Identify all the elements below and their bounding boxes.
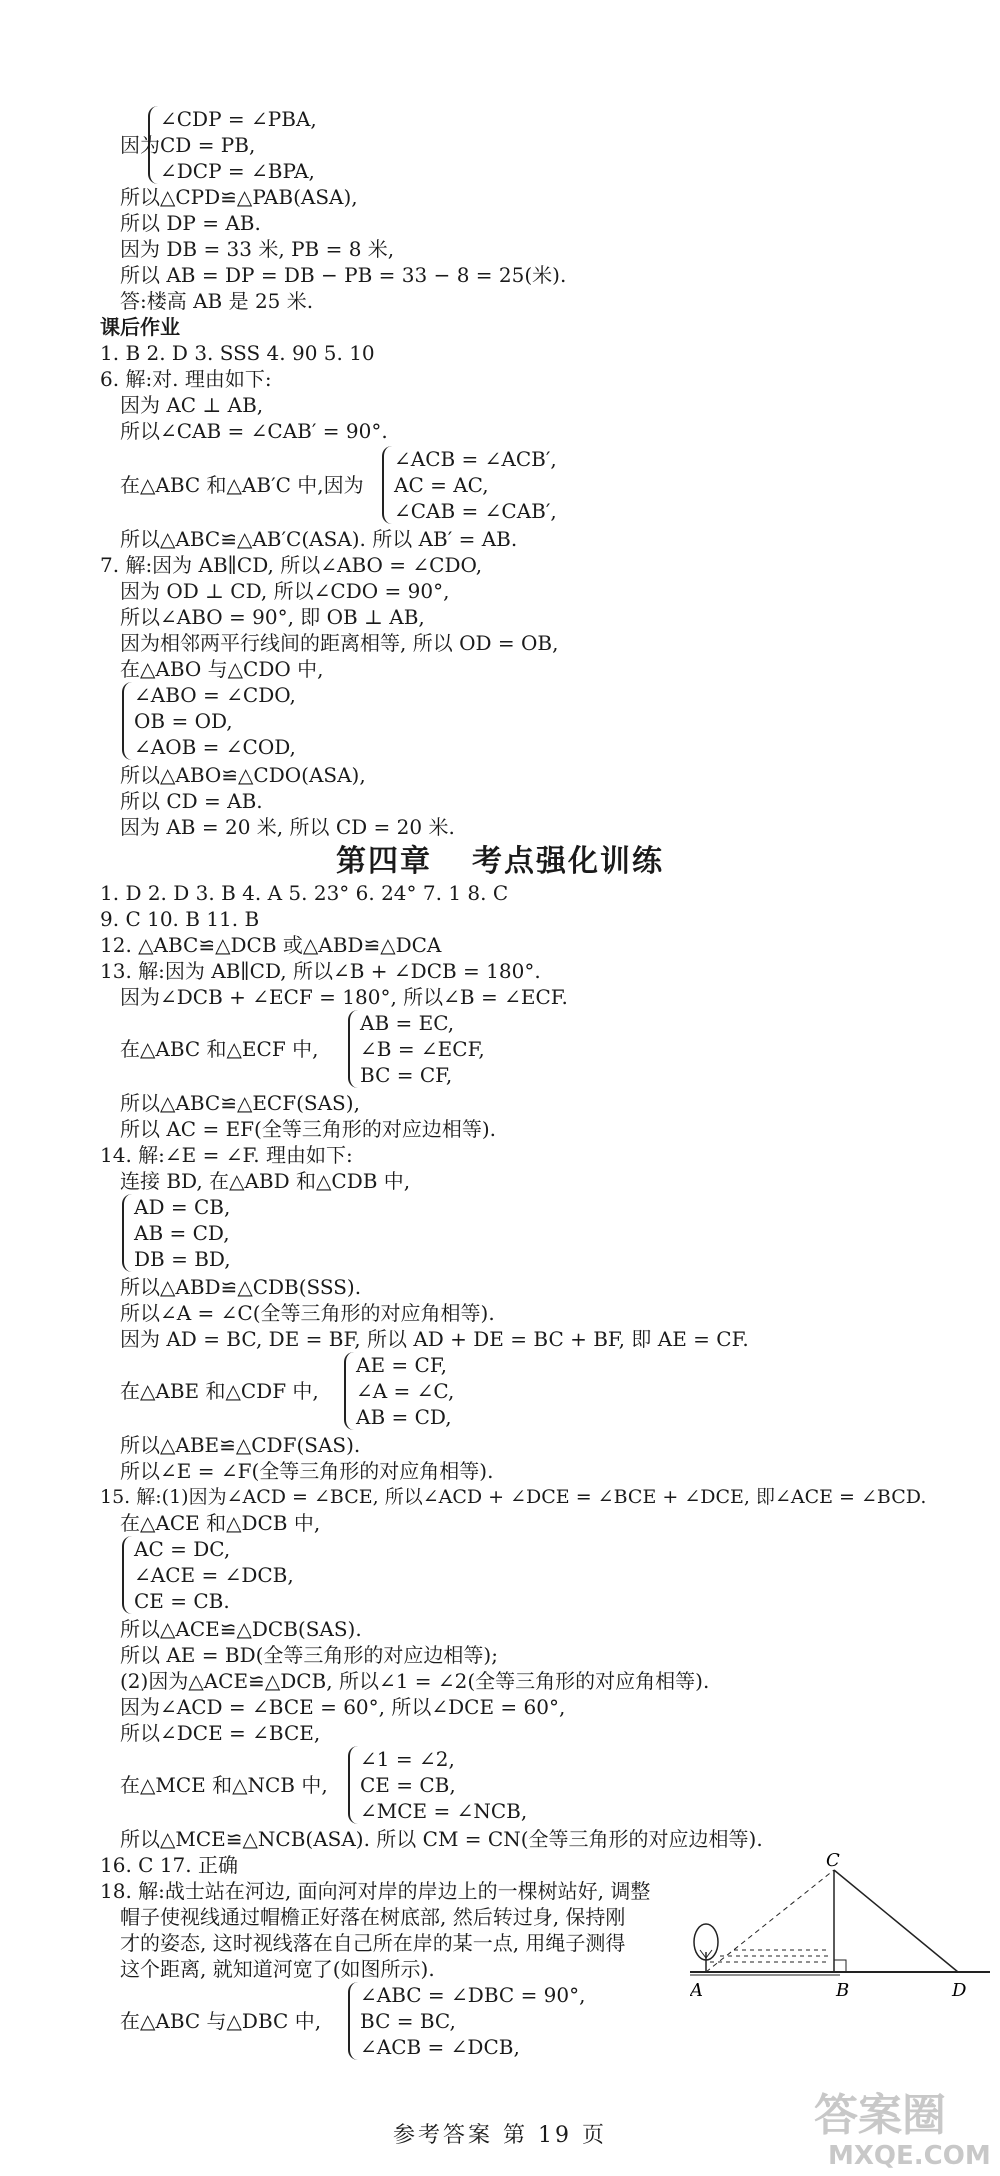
text-line: 所以∠CAB = ∠CAB′ = 90°. — [120, 419, 388, 443]
text-line: CD = PB, — [160, 133, 256, 157]
text-line: 在△ABO 与△CDO 中, — [120, 657, 324, 681]
text-line: 16. C 17. 正确 — [100, 1853, 238, 1877]
text-line: 13. 解:因为 AB∥CD, 所以∠B + ∠DCB = 180°. — [100, 959, 541, 983]
brace — [348, 1982, 358, 2060]
text-line: ∠ABO = ∠CDO, — [134, 683, 296, 707]
text-line: 所以△CPD≌△PAB(ASA), — [120, 185, 358, 209]
river-diagram — [690, 1852, 990, 2002]
text-line: ∠ABC = ∠DBC = 90°, — [360, 1983, 586, 2007]
watermark-url: MXQE.COM — [828, 2141, 990, 2170]
text-line: 才的姿态, 这时视线落在自己所在岸的某一点, 用绳子测得 — [120, 1931, 626, 1955]
page-footer: 参考答案 第 19 页 — [393, 2123, 607, 2148]
label-b: B — [836, 1980, 850, 2001]
text-line: ∠ACE = ∠DCB, — [134, 1563, 294, 1587]
text-line: AE = CF, — [356, 1353, 447, 1377]
text-line: 1. D 2. D 3. B 4. A 5. 23° 6. 24° 7. 1 8. C — [100, 881, 509, 905]
text-line: ∠ACB = ∠DCB, — [360, 2035, 520, 2059]
text-line: 所以 AE = BD(全等三角形的对应边相等); — [120, 1643, 498, 1667]
text-line: AC = AC, — [394, 473, 489, 497]
text-line: 因为相邻两平行线间的距离相等, 所以 OD = OB, — [120, 631, 559, 655]
text-line: CE = CB, — [360, 1773, 456, 1797]
watermark-logo — [810, 2078, 990, 2170]
text-line: 所以 AC = EF(全等三角形的对应边相等). — [120, 1117, 497, 1141]
text-line: 所以△ACE≌△DCB(SAS). — [120, 1617, 362, 1641]
right-angle-mark — [834, 1960, 846, 1972]
text-line: 12. △ABC≌△DCB 或△ABD≌△DCA — [100, 933, 442, 957]
text-line: 在△ABC 和△AB′C 中,因为 — [120, 473, 364, 497]
text-line: 所以 DP = AB. — [120, 211, 261, 235]
text-line: 所以△ABC≌△AB′C(ASA). 所以 AB′ = AB. — [120, 527, 518, 551]
text-line: 在△ACE 和△DCB 中, — [120, 1511, 321, 1535]
text-line: 所以△MCE≌△NCB(ASA). 所以 CM = CN(全等三角形的对应边相等). — [120, 1827, 763, 1851]
text-line: 9. C 10. B 11. B — [100, 907, 260, 931]
text-line: ∠MCE = ∠NCB, — [360, 1799, 528, 1823]
brace — [344, 1352, 354, 1430]
text-line: AB = EC, — [360, 1011, 455, 1035]
text-line: ∠A = ∠C, — [356, 1379, 455, 1403]
brace — [348, 1746, 358, 1824]
brace — [122, 1536, 132, 1614]
label-c: C — [826, 1852, 840, 1871]
text-line: OB = OD, — [134, 709, 233, 733]
text-line: 所以∠E = ∠F(全等三角形的对应角相等). — [120, 1459, 494, 1483]
text-line: CE = CB. — [134, 1589, 230, 1613]
text-line: 因为 AB = 20 米, 所以 CD = 20 米. — [120, 815, 455, 839]
text-line: 所以∠DCE = ∠BCE, — [120, 1721, 321, 1745]
text-line: 帽子使视线通过帽檐正好落在树底部, 然后转过身, 保持刚 — [120, 1905, 626, 1929]
sight-line-a — [706, 1870, 834, 1972]
text-line: ∠1 = ∠2, — [360, 1747, 455, 1771]
sight-line-d — [834, 1870, 958, 1972]
text-line: 6. 解:对. 理由如下: — [100, 367, 272, 391]
text-line: 所以 CD = AB. — [120, 789, 263, 813]
text-line: AD = CB, — [134, 1195, 231, 1219]
text-line: 18. 解:战士站在河边, 面向河对岸的岸边上的一棵树站好, 调整 — [100, 1879, 651, 1903]
text-line: DB = BD, — [134, 1247, 231, 1271]
text-line: 所以 AB = DP = DB − PB = 33 − 8 = 25(米). — [120, 263, 567, 287]
text-line: ∠DCP = ∠BPA, — [160, 159, 315, 183]
text-line: BC = BC, — [360, 2009, 456, 2033]
text-line: 因为 OD ⊥ CD, 所以∠CDO = 90°, — [120, 579, 450, 603]
text-line: ∠CAB = ∠CAB′, — [394, 499, 557, 523]
text-line: 因为 — [120, 133, 160, 157]
text-line: 答:楼高 AB 是 25 米. — [120, 289, 314, 313]
text-line: AC = DC, — [134, 1537, 231, 1561]
label-d: D — [952, 1980, 967, 2001]
text-line: 1. B 2. D 3. SSS 4. 90 5. 10 — [100, 341, 375, 365]
text-line: AB = CD, — [134, 1221, 230, 1245]
text-line: 在△MCE 和△NCB 中, — [120, 1773, 328, 1797]
text-line: 因为 AC ⊥ AB, — [120, 393, 264, 417]
text-line: ∠ACB = ∠ACB′, — [394, 447, 557, 471]
text-line: ∠B = ∠ECF, — [360, 1037, 485, 1061]
text-line: 所以△ABO≌△CDO(ASA), — [120, 763, 366, 787]
text-line: 14. 解:∠E = ∠F. 理由如下: — [100, 1143, 353, 1167]
brace — [122, 682, 132, 760]
text-line: 因为∠DCB + ∠ECF = 180°, 所以∠B = ∠ECF. — [120, 985, 568, 1009]
text-line: 在△ABC 与△DBC 中, — [120, 2009, 322, 2033]
chapter-subtitle: 考点强化训练 — [472, 844, 664, 879]
text-line: ∠AOB = ∠COD, — [134, 735, 296, 759]
text-line: 因为 AD = BC, DE = BF, 所以 AD + DE = BC + BF, 即 AE = CF. — [120, 1327, 749, 1351]
text-line: 因为∠ACD = ∠BCE = 60°, 所以∠DCE = 60°, — [120, 1695, 566, 1719]
text-line: BC = CF, — [360, 1063, 453, 1087]
text-line: ∠CDP = ∠PBA, — [160, 107, 317, 131]
text-line: 所以△ABE≌△CDF(SAS). — [120, 1433, 361, 1457]
text-line: AB = CD, — [356, 1405, 452, 1429]
label-a: A — [690, 1980, 703, 2001]
text-line: 在△ABE 和△CDF 中, — [120, 1379, 319, 1403]
chapter-number: 第四章 — [336, 844, 432, 879]
watermark-text: 答案圈 — [814, 2090, 946, 2141]
section-heading: 课后作业 — [100, 315, 180, 339]
text-line: 所以∠ABO = 90°, 即 OB ⊥ AB, — [120, 605, 425, 629]
text-line: 15. 解:(1)因为∠ACD = ∠BCE, 所以∠ACD + ∠DCE = ∠BCE + ∠DCE, 即∠ACE = ∠BCD. — [100, 1486, 927, 1508]
text-line: 在△ABC 和△ECF 中, — [120, 1037, 319, 1061]
text-line: 所以△ABD≌△CDB(SSS). — [120, 1275, 362, 1299]
text-line: 这个距离, 就知道河宽了(如图所示). — [120, 1957, 435, 1981]
chapter-title — [0, 836, 1000, 880]
text-line: 连接 BD, 在△ABD 和△CDB 中, — [120, 1169, 411, 1193]
text-line: 所以∠A = ∠C(全等三角形的对应角相等). — [120, 1301, 495, 1325]
brace — [382, 446, 392, 524]
text-line: (2)因为△ACE≌△DCB, 所以∠1 = ∠2(全等三角形的对应角相等). — [120, 1669, 710, 1693]
text-line: 因为 DB = 33 米, PB = 8 米, — [120, 237, 395, 261]
text-line: 7. 解:因为 AB∥CD, 所以∠ABO = ∠CDO, — [100, 553, 483, 577]
brace — [348, 1010, 358, 1088]
text-line: 所以△ABC≌△ECF(SAS), — [120, 1091, 360, 1115]
brace — [122, 1194, 132, 1272]
